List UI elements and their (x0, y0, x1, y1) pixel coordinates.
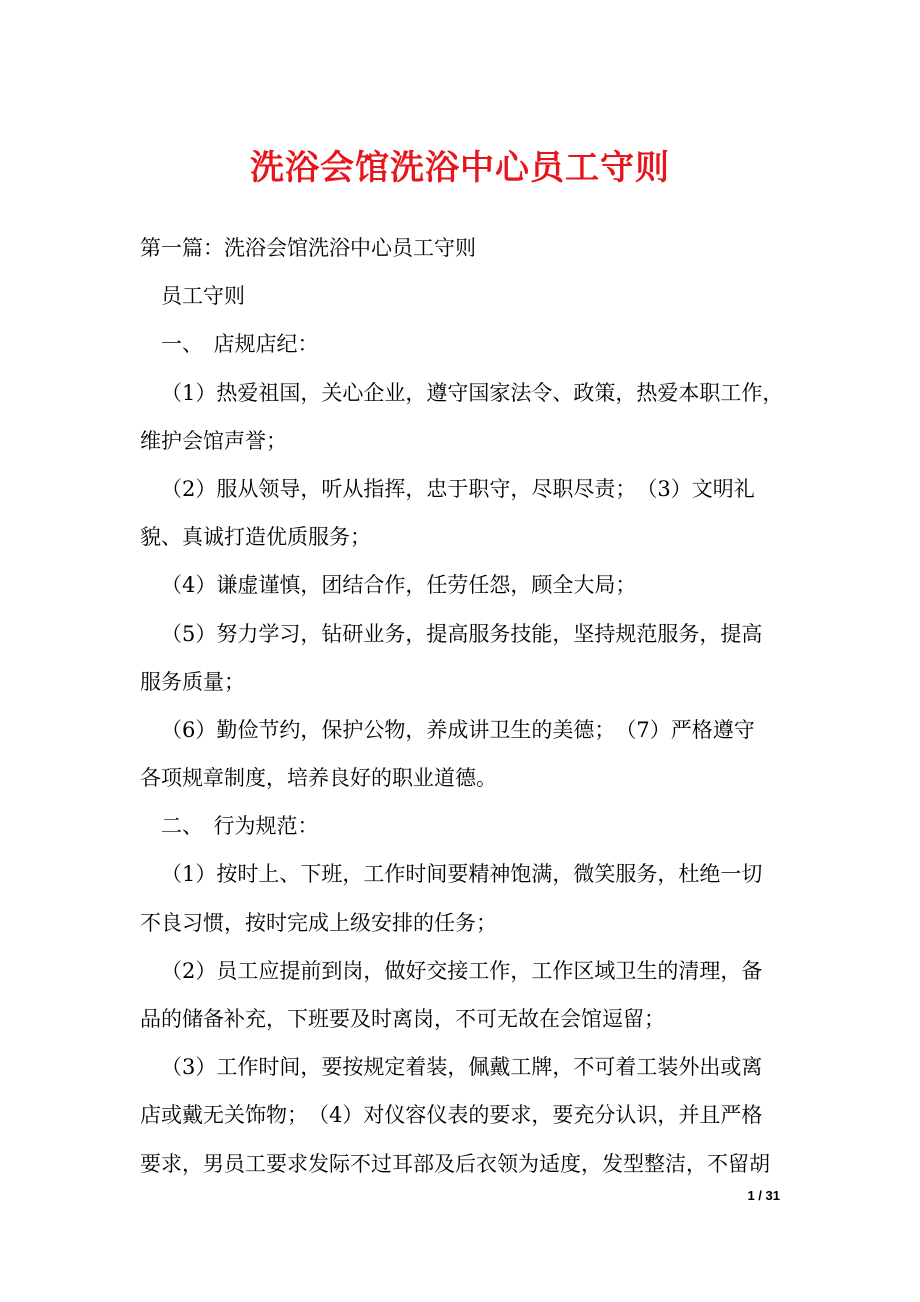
document-body (140, 224, 796, 1188)
text-line: 第一篇：洗浴会馆洗浴中心员工守则 (140, 236, 476, 260)
text-line: （1）热爱祖国，关心企业，遵守国家法令、政策，热爱本职工作， (161, 380, 784, 405)
text-line: （5）努力学习，钻研业务，提高服务技能，坚持规范服务，提高 (161, 621, 763, 646)
text-line: 服务质量； (140, 669, 245, 694)
text-line: （1）按时上、下班，工作时间要精神饱满，微笑服务，杜绝一切 (161, 862, 763, 887)
text-line: （6）勤俭节约，保护公物，养成讲卫生的美德； （7）严格遵守 (161, 717, 755, 742)
document-title: 洗浴会馆洗浴中心员工守则 (250, 148, 670, 188)
text-line: 二、 行为规范： (161, 814, 319, 839)
text-line: 员工守则 (161, 284, 245, 309)
text-line: （3）工作时间，要按规定着装，佩戴工牌，不可着工装外出或离 (161, 1055, 763, 1080)
text-line: 貌、真诚打造优质服务； (140, 525, 371, 550)
text-line: （4）谦虚谨慎，团结合作，任劳任怨，顾全大局； (161, 573, 637, 598)
text-line: 不良习惯，按时完成上级安排的任务； (140, 910, 497, 935)
text-line: （2）员工应提前到岗，做好交接工作，工作区域卫生的清理，备 (161, 958, 763, 983)
text-line: 品的储备补充，下班要及时离岗，不可无故在会馆逗留； (140, 1007, 665, 1031)
text-line: 要求，男员工要求发际不过耳部及后衣领为适度，发型整洁，不留胡 (140, 1151, 770, 1176)
text-line: 店或戴无关饰物； （4）对仪容仪表的要求，要充分认识，并且严格 (140, 1103, 763, 1128)
text-line: （2）服从领导，听从指挥，忠于职守，尽职尽责； （3）文明礼 (161, 476, 755, 501)
text-line: 维护会馆声誉； (140, 428, 287, 453)
page-number: 1 / 31 (747, 1188, 780, 1203)
text-line: 各项规章制度，培养良好的职业道德。 (140, 766, 497, 791)
text-line: 一、 店规店纪： (161, 332, 319, 357)
